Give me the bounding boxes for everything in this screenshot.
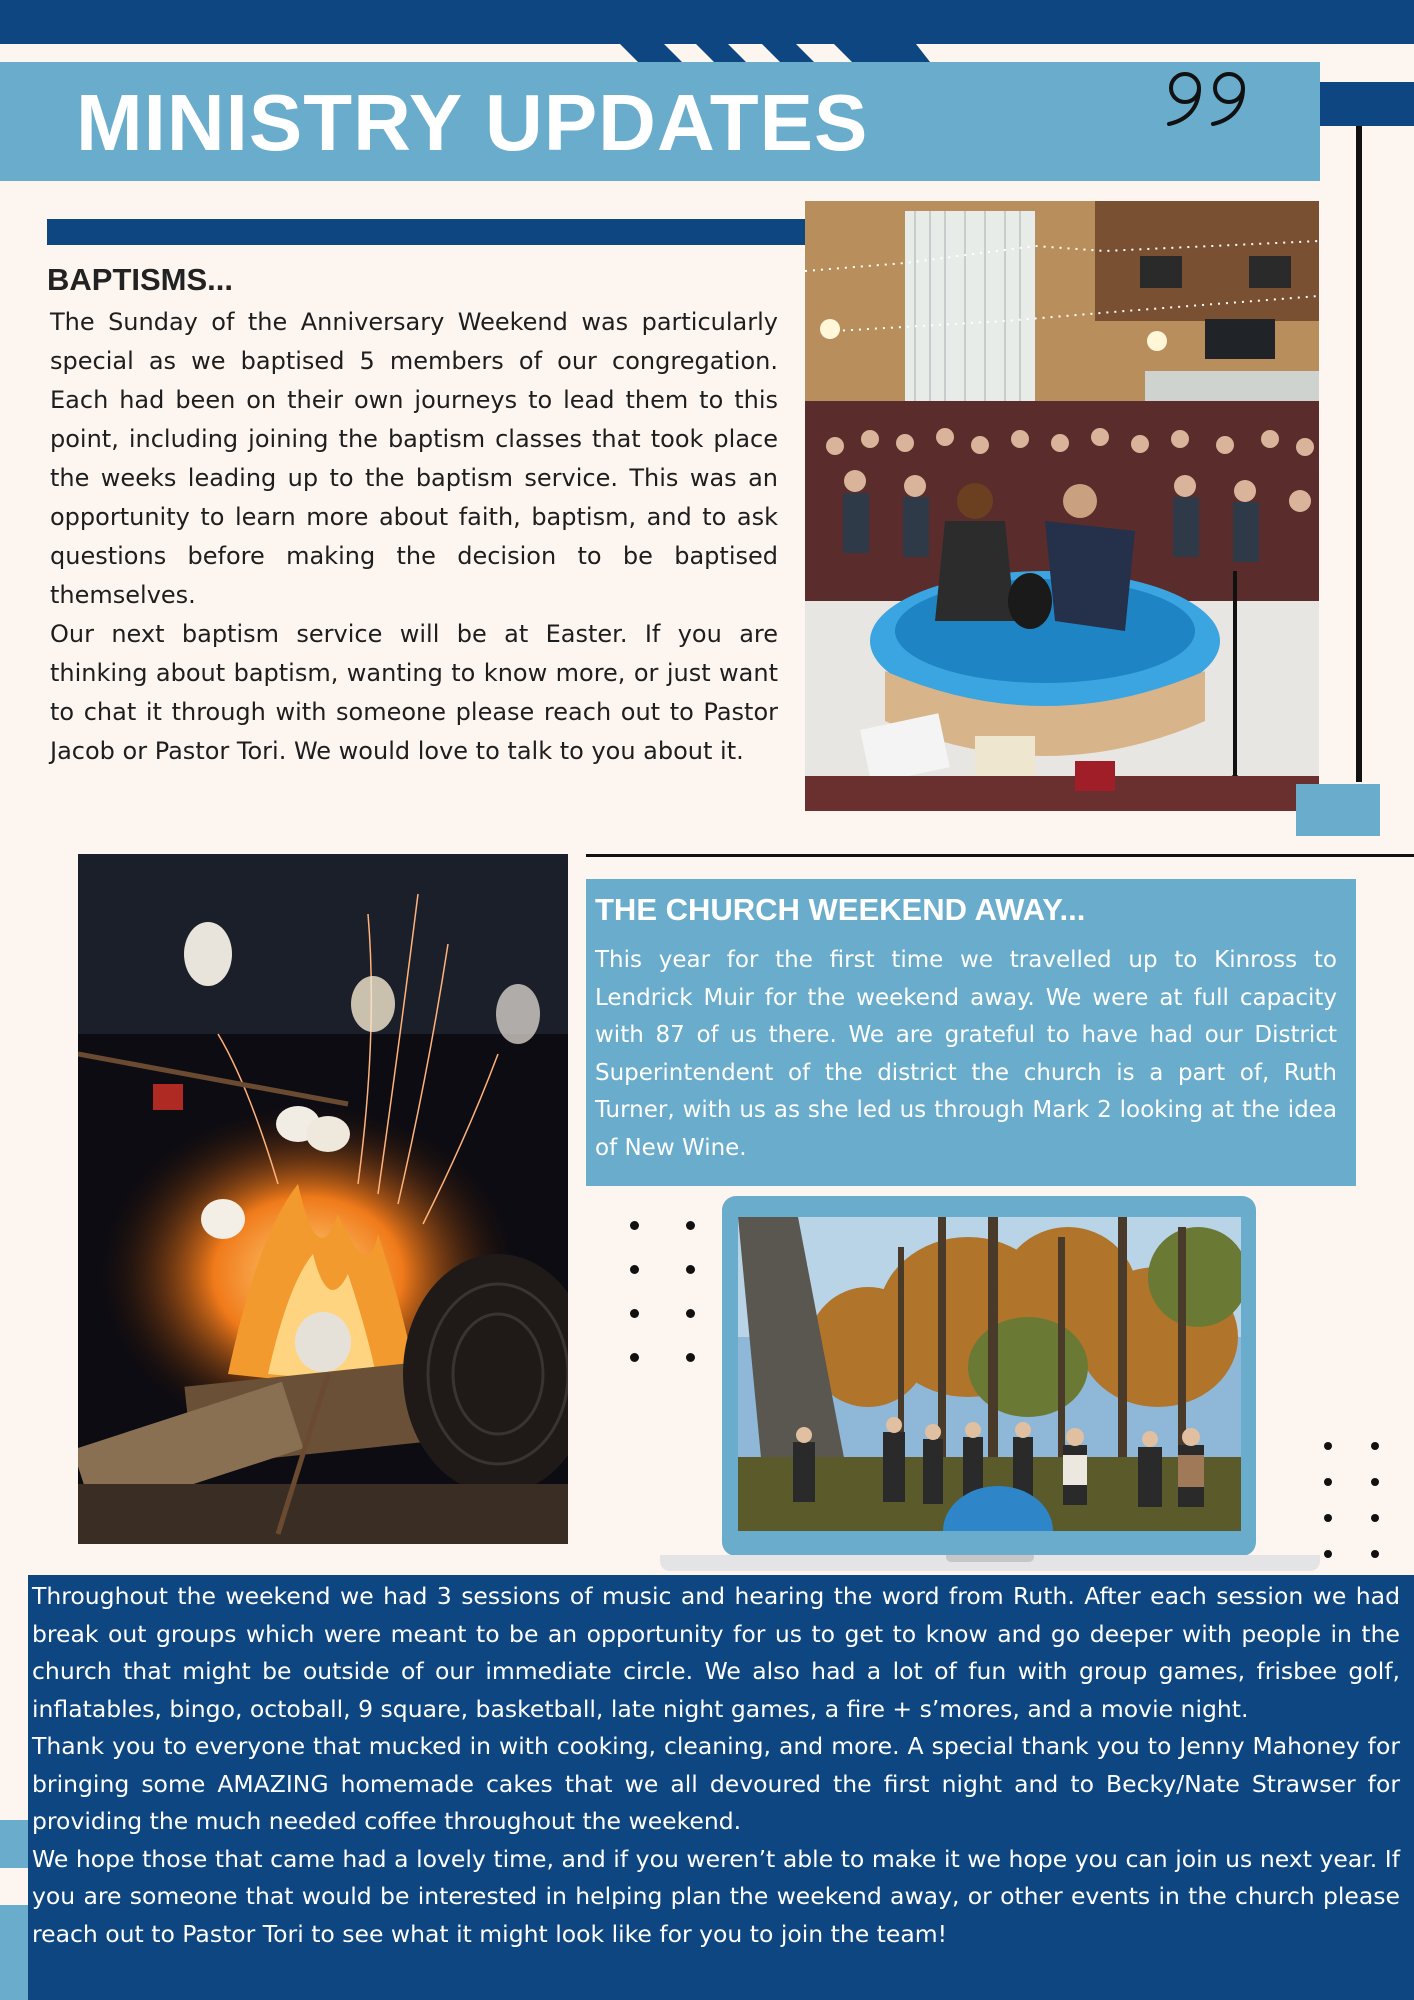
weekend-details-paragraph: We hope those that came had a lovely time, and if you weren’t able to make it we hope you can join us next year. If you are someone that would be interested in helping plan the weekend away, or other events in the church please reach out to Pastor Tori to see what it might look like for you to join the team! [32, 1844, 1400, 1948]
baptisms-accent-bar [47, 219, 806, 245]
baptisms-body [50, 303, 778, 771]
forest-group-photo [738, 1217, 1241, 1531]
left-accent-tab [0, 1820, 28, 1868]
weekend-details-paragraph: Thank you to everyone that mucked in with cooking, cleaning, and more. A special thank you to Jenny Mahoney for bringing some AMAZING homemade cakes that we all devoured the first night and to Becky/Nate Strawser for providing the much needed coffee throughout the weekend. [32, 1732, 1400, 1835]
quote-icon [1163, 68, 1257, 128]
baptisms-heading: BAPTISMS... [47, 262, 234, 297]
baptism-photo [805, 201, 1319, 811]
baptisms-paragraph: Our next baptism service will be at Easter. If you are thinking about baptism, wanting to know more, or just want to chat it through with someone please reach out to Pastor Jacob or Pastor Tori. We would love to talk to you about it. [50, 620, 778, 765]
weekend-details-paragraph: Throughout the weekend we had 3 sessions of music and hearing the word from Ruth. After each session we had break out groups which were meant to be an opportunity for us to get to know and go deeper with people in the church that might be outside of our immediate circle. We also had a lot of fun with group games, frisbee golf, inflatables, bingo, octoball, 9 square, basketball, late night games, a fire + s’mores, and a movie night. [32, 1582, 1400, 1723]
page-title: MINISTRY UPDATES [76, 78, 869, 167]
section-divider [586, 854, 1414, 857]
right-tab [1320, 82, 1414, 126]
top-band [0, 0, 1414, 44]
laptop-notch [946, 1555, 1034, 1562]
weekend-away-heading: THE CHURCH WEEKEND AWAY... [595, 892, 1086, 927]
left-accent-tab [0, 1905, 28, 2000]
right-vertical-line [1356, 126, 1362, 782]
weekend-away-body: This year for the first time we travelled up to Kinross to Lendrick Muir for the weekend away. We were at full capacity with 87 of us there. We are grateful to have had our District Superintendent of the district the church is a part of, Ruth Turner, with us as she led us through Mark 2 looking at the idea of New Wine. [595, 947, 1337, 1161]
campfire-photo [78, 854, 568, 1544]
top-stripes [620, 44, 940, 62]
right-accent-square [1296, 784, 1380, 836]
baptisms-paragraph: The Sunday of the Anniversary Weekend was particularly special as we baptised 5 members of our congregation. Each had been on their own journeys to lead them to this point, including joining the baptism classes that took place the weeks leading up to the baptism service. This was an opportunity to learn more about faith, baptism, and to ask questions before making the decision to be baptised themselves. [50, 308, 778, 609]
weekend-details-body [32, 1578, 1400, 1953]
